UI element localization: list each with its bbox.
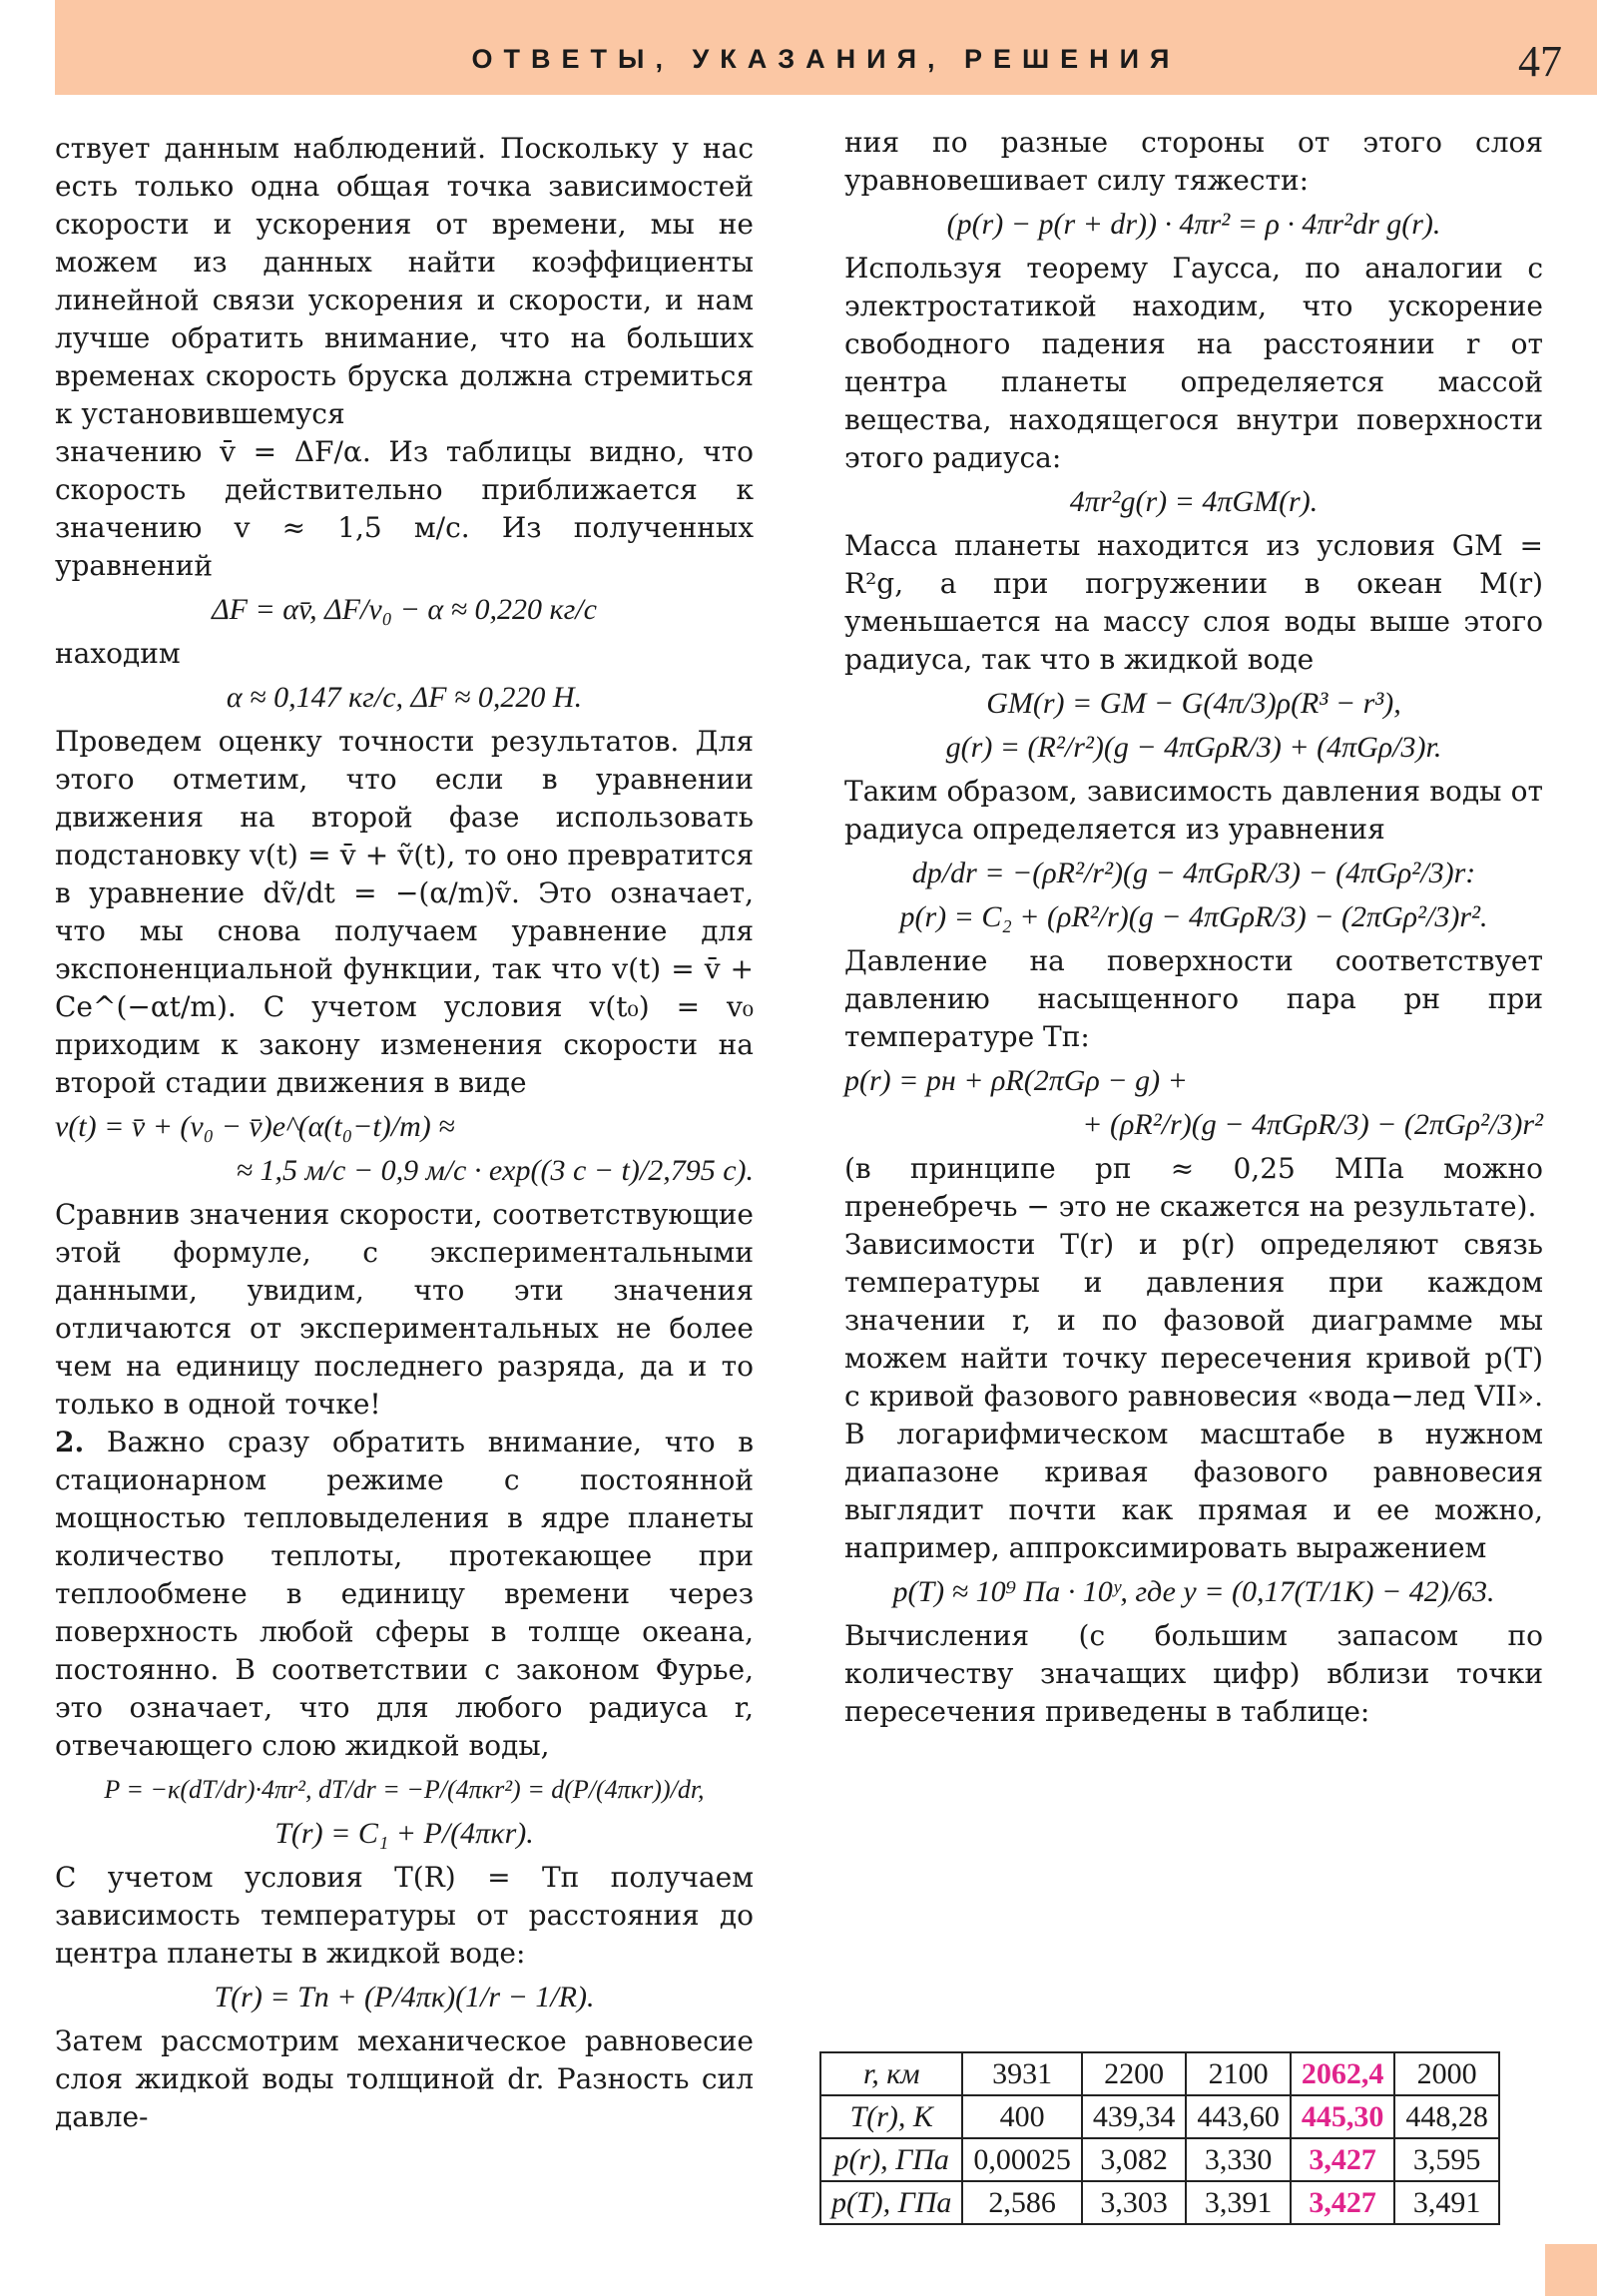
paragraph: Затем рассмотрим механическое равновесие слоя жидкой воды толщиной dr. Разность сил давле- xyxy=(55,2024,754,2133)
paragraph: находим xyxy=(55,637,181,670)
paragraph: Давление на поверхности соответствует давлению насыщенного пара pн при температуре Tп: xyxy=(844,944,1543,1053)
equation: p(r) = C₂ + (ρR²/r)(g − 4πGρR/3) − (2πGρ²/3)r². xyxy=(899,900,1488,933)
equation: T(r) = Tп + (P/4πκ)(1/r − 1/R). xyxy=(214,1981,595,2013)
equation: ΔF = αv̄, ΔF/v₀ − α ≈ 0,220 кг/с xyxy=(212,593,597,626)
equation: (p(r) − p(r + dr)) · 4πr² = ρ · 4πr²dr g(r). xyxy=(946,208,1441,241)
table-cell: 0,00025 xyxy=(962,2138,1082,2181)
paragraph: Используя теорему Гаусса, по аналогии с электростатикой находим, что ускорение свободного падения на расстоянии r от центра планеты определяется массой вещества, находящегося внутри поверхности этого радиуса: xyxy=(844,252,1543,474)
results-table xyxy=(819,2051,1500,2225)
table-cell: 3,303 xyxy=(1082,2181,1187,2224)
equation: dp/dr = −(ρR²/r²)(g − 4πGρR/3) − (4πGρ²/3)r: xyxy=(911,857,1476,889)
table-row xyxy=(820,2095,1499,2138)
paragraph: С учетом условия T(R) = Tп получаем зависимость температуры от расстояния до центра планеты в жидкой воде: xyxy=(55,1861,754,1970)
table-cell: 3,082 xyxy=(1082,2138,1187,2181)
page-number: 47 xyxy=(1518,37,1562,86)
paragraph: ния по разные стороны от этого слоя уравновешивает силу тяжести: xyxy=(844,126,1543,197)
paragraph: Сравнив значения скорости, соответствующие этой формуле, с экспериментальными данными, увидим, что эти значения отличаются от экспериментальных не более чем на единицу последнего разряда, да и то только в одной точке! xyxy=(55,1198,754,1421)
table-row xyxy=(820,2138,1499,2181)
highlighted-cell: 2062,4 xyxy=(1291,2052,1395,2095)
highlighted-cell: 3,427 xyxy=(1291,2138,1395,2181)
table-cell: 2,586 xyxy=(962,2181,1082,2224)
paragraph: ствует данным наблюдений. Поскольку у нас есть только одна общая точка зависимостей скорости и ускорения от времени, мы не можем из данных найти коэффициенты линейной связи ускорения и скорости, и нам лучше обратить внимание, что на больших временах скорость бруска должна стремиться к установившемуся xyxy=(55,132,754,430)
table-cell: 2100 xyxy=(1186,2052,1291,2095)
paragraph: Зависимости T(r) и p(r) определяют связь температуры и давления при каждом значении r, и по фазовой диаграмме мы можем найти точку пересечения кривой p(T) с кривой фазового равновесия «вода−лед VII». В логарифмическом масштабе в нужном диапазоне кривая фазового равновесия выглядит почти как прямая и ее можно, например, аппроксимировать выражением xyxy=(844,1228,1543,1564)
header-title: ОТВЕТЫ, УКАЗАНИЯ, РЕШЕНИЯ xyxy=(471,44,1181,74)
left-column xyxy=(55,130,754,2136)
equation: T(r) = C₁ + P/(4πκr). xyxy=(274,1817,534,1850)
table-row xyxy=(820,2052,1499,2095)
table-cell: 3,391 xyxy=(1186,2181,1291,2224)
row-header: p(T), ГПа xyxy=(820,2181,962,2224)
table-cell: 3,595 xyxy=(1394,2138,1499,2181)
table-cell: 2200 xyxy=(1082,2052,1187,2095)
row-header: p(r), ГПа xyxy=(820,2138,962,2181)
paragraph: Вычисления (с большим запасом по количеству значащих цифр) вблизи точки пересечения приведены в таблице: xyxy=(844,1619,1543,1728)
table-cell: 3,330 xyxy=(1186,2138,1291,2181)
paragraph-text: Важно сразу обратить внимание, что в стационарном режиме с постоянной мощностью тепловыделения в ядре планеты количество теплоты, протекающее при теплообмене в единицу времени через поверхность любой сферы в толще океана, постоянно. В соответствии с законом Фурье, это означает, что для любого радиуса r, отвечающего слою жидкой воды, xyxy=(55,1426,754,1762)
equation: ≈ 1,5 м/с − 0,9 м/с · exp((3 с − t)/2,795 с). xyxy=(236,1154,754,1187)
equation: + (ρR²/r)(g − 4πGρR/3) − (2πGρ²/3)r² xyxy=(1082,1108,1543,1141)
paragraph: (в принципе pп ≈ 0,25 МПа можно пренебречь − это не скажется на результате). xyxy=(844,1152,1543,1223)
table-row xyxy=(820,2181,1499,2224)
table-cell: 443,60 xyxy=(1186,2095,1291,2138)
table-cell: 448,28 xyxy=(1394,2095,1499,2138)
paragraph: Масса планеты находится из условия GM = R²g, а при погружении в океан M(r) уменьшается на массу слоя воды выше этого радиуса, так что в жидкой воде xyxy=(844,529,1543,676)
table-cell: 3931 xyxy=(962,2052,1082,2095)
row-header: r, км xyxy=(820,2052,962,2095)
paragraph: значению v̄ = ΔF/α. Из таблицы видно, что скорость действительно приближается к значению v ≈ 1,5 м/с. Из полученных уравнений xyxy=(55,435,754,582)
highlighted-cell: 445,30 xyxy=(1291,2095,1395,2138)
equation: α ≈ 0,147 кг/с, ΔF ≈ 0,220 Н. xyxy=(226,681,583,714)
row-header: T(r), К xyxy=(820,2095,962,2138)
right-column xyxy=(844,124,1543,1731)
equation: GM(r) = GM − G(4π/3)ρ(R³ − r³), xyxy=(986,687,1401,720)
equation: p(T) ≈ 10⁹ Па · 10ʸ, где y = (0,17(T/1K) − 42)/63. xyxy=(892,1575,1495,1608)
corner-tab xyxy=(1545,2244,1597,2296)
equation: v(t) = v̄ + (v₀ − v̄)e^(α(t₀−t)/m) ≈ xyxy=(55,1110,455,1143)
problem-number: 2. xyxy=(55,1426,85,1458)
highlighted-cell: 3,427 xyxy=(1291,2181,1395,2224)
page-header xyxy=(55,0,1597,95)
table-cell: 400 xyxy=(962,2095,1082,2138)
table-cell: 2000 xyxy=(1394,2052,1499,2095)
equation: p(r) = pн + ρR(2πGρ − g) + xyxy=(844,1064,1188,1097)
paragraph xyxy=(55,1424,754,1765)
equation: g(r) = (R²/r²)(g − 4πGρR/3) + (4πGρ/3)r. xyxy=(945,731,1442,764)
table-cell: 3,491 xyxy=(1394,2181,1499,2224)
paragraph: Проведем оценку точности результатов. Для этого отметим, что если в уравнении движения на второй фазе использовать подстановку v(t) = v̄ + ṽ(t), то оно превратится в уравнение dṽ/dt = −(α/m)ṽ. Это означает, что мы снова получаем уравнение для экспоненциальной функции, так что v(t) = v̄ + Ce^(−αt/m). С учетом условия v(t₀) = v₀ приходим к закону изменения скорости на второй стадии движения в виде xyxy=(55,725,754,1099)
equation: 4πr²g(r) = 4πGM(r). xyxy=(1069,485,1319,518)
paragraph: Таким образом, зависимость давления воды от радиуса определяется из уравнения xyxy=(844,775,1543,846)
equation: P = −κ(dT/dr)·4πr², dT/dr = −P/(4πκr²) = d(P/(4πκr))/dr, xyxy=(104,1775,705,1804)
table-cell: 439,34 xyxy=(1082,2095,1187,2138)
